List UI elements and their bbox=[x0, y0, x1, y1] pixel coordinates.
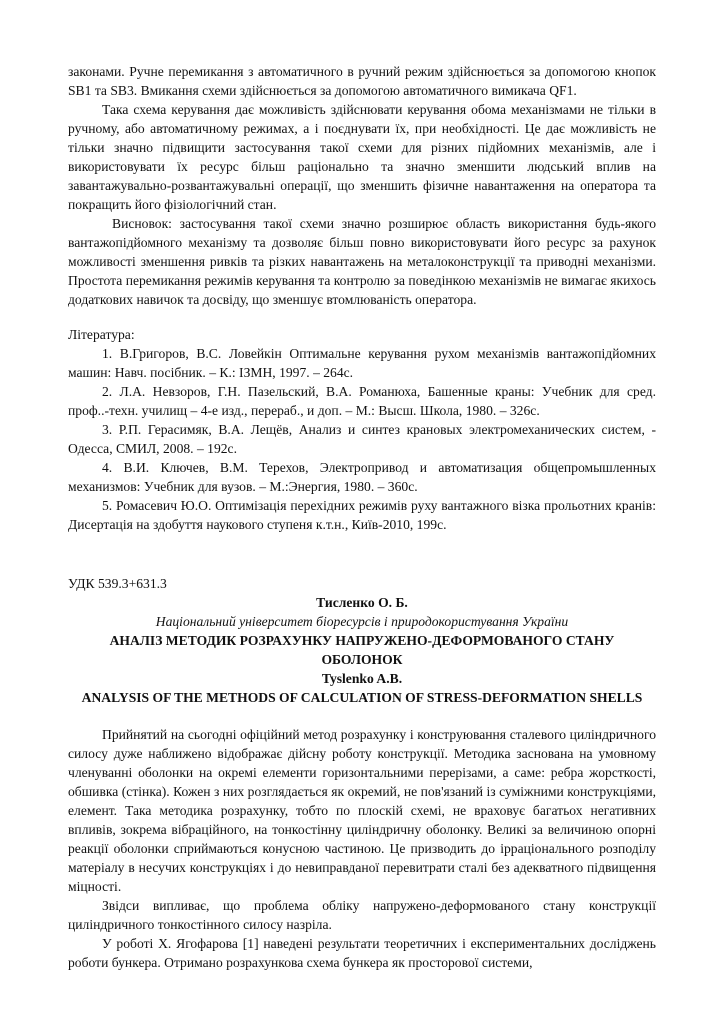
affiliation: Національний університет біоресурсів і природокористування України bbox=[155, 614, 569, 629]
reference-item: 5. Ромасевич Ю.О. Оптимізація перехідних режимів руху вантажного візка прольотних кранів: Дисертація на здобуття наукового ступеня к.т.н., Київ-2010, 199с. bbox=[68, 498, 656, 532]
reference-item: 1. В.Григоров, В.С. Ловейкін Оптимальне керування рухом механізмів вантажопідйомних машин: Навч. посібник. – К.: ІЗМН, 1997. – 264с. bbox=[68, 346, 656, 380]
title-en: ANALYSIS OF THE METHODS OF CALCULATION OF STRESS-DEFORMATION SHELLS bbox=[81, 690, 643, 705]
literature-heading: Література: bbox=[68, 327, 135, 342]
reference-item: 2. Л.А. Невзоров, Г.Н. Пазельский, В.А. Романюха, Башенные краны: Учебник для сред. проф..-техн. училищ – 4-е изд., перераб., и доп. – М.: Высш. Школа, 1980. – 326с. bbox=[68, 384, 656, 418]
reference-item: 4. В.И. Ключев, В.М. Терехов, Электропривод и автоматизация общепромышленных механизмов: Учебник для вузов. – М.:Энергия, 1980. – 360с. bbox=[68, 460, 656, 494]
paragraph: Така схема керування дає можливість здійснювати керування обома механізмами не тільки в ручному, або автоматичному режимах, а і поєднувати їх, при необхідності. Це дає можливість не тільки значно підвищити застосування такої схеми для різних підйомних механізмів, але і використовувати їх ресурс більш раціонально та значно зменшити людський вплив на завантажувально-розвантажувальні операції, що зменшить фізичне навантаження на оператора та покращить його фізіологічний стан. bbox=[68, 102, 656, 212]
paragraph: Звідси випливає, що проблема обліку напружено-деформованого стану конструкції циліндричного тонкостінного силосу назріла. bbox=[68, 898, 656, 932]
paragraph: У роботі Х. Ягофарова [1] наведені результати теоретичних і експериментальних досліджень роботи бункера. Отримано розрахункова схема бункера як просторової системи, bbox=[68, 936, 656, 970]
author-en: Tyslenko A.B. bbox=[321, 671, 403, 686]
conclusion-paragraph: Висновок: застосування такої схеми значно розширює область використання будь-якого вантажопідйомного механізму та дозволяє більш повно використовувати його ресурс за рахунок можливості зменшення ривків та різких навантажень на металоконструкції та приводні механізми. Простота перемикання режимів керування та контролю за поведінкою механізмів не вимагає якихось додаткових навичок та досвіду, що зменшує втомлюваність оператора. bbox=[68, 216, 657, 307]
udk-code: УДК 539.3+631.3 bbox=[68, 576, 167, 591]
page-body bbox=[68, 62, 656, 972]
spacer bbox=[68, 707, 656, 725]
reference-item: 3. Р.П. Герасимяк, В.А. Лещёв, Анализ и синтез крановых электромеханических систем, - Одесса, СМИЛ, 2008. – 192с. bbox=[68, 422, 656, 456]
paragraph: Прийнятий на сьогодні офіційний метод розрахунку і конструювання сталевого циліндричного силосу дуже наближено відображає дійсну роботу конструкції. Методика заснована на умовному членуванні оболонки на окремі елементи горизонтальними перерізами, а саме: ребра жорсткості, обшивка (стінка). Кожен з них розглядається як окремий, не пов'язаний із суміжними конструкціями, елемент. Така методика розрахунку, тобто по плоскій схемі, не враховує багатьох негативних впливів, зокрема вібраційного, на тонкостінну циліндричну оболонку. Великі за величиною опорні реакції оболонки сприймаються конусною частиною. Це призводить до ірраціонального розподілу матеріалу в несучих конструкціях і до невиправданої перевитрати сталі без адекватного підвищення міцності. bbox=[68, 727, 656, 894]
author-ua: Тисленко О. Б. bbox=[316, 595, 408, 610]
paragraph: законами. Ручне перемикання з автоматичного в ручний режим здійснюється за допомогою кнопок SB1 та SB3. Вмикання схеми здійснюється за допомогою автоматичного вимикача QF1. bbox=[68, 64, 656, 98]
title-ua: АНАЛІЗ МЕТОДИК РОЗРАХУНКУ НАПРУЖЕНО-ДЕФОРМОВАНОГО СТАНУ ОБОЛОНОК bbox=[109, 633, 615, 667]
